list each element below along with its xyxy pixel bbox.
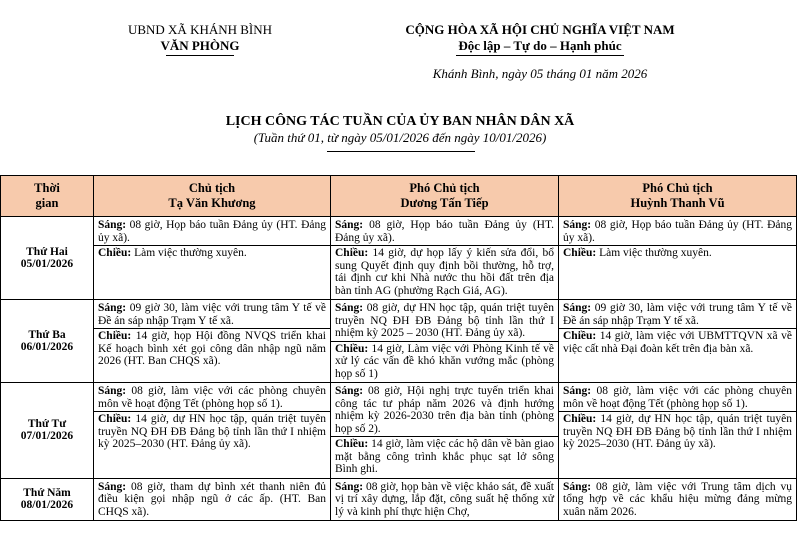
session-text: 14 giờ, dự HN học tập, quán triệt tuyên truyền NQ ĐH ĐB Đảng bộ tỉnh lần thứ I nhiệm kỳ 2025–2030 (HT. Đảng ủy xã). [98,413,326,450]
schedule-cell-c1 [94,217,331,300]
session-divider [559,328,796,329]
session-label: Chiều: [563,330,597,342]
national-motto [370,22,710,56]
vice-chairman-1-column-header: Phó Chủ tịch Dương Tấn Tiếp [331,176,559,217]
session-text: Làm việc thường xuyên. [596,247,712,259]
session-label: Sáng: [98,302,127,314]
schedule-entry [563,247,792,260]
schedule-cell-c3 [559,217,797,300]
session-label: Sáng: [335,219,364,231]
session-text: 14 giờ, làm việc các hộ dân về bàn giao mặt bằng công trình khắc phục sạt lở sông Bình ghi. [335,438,554,475]
session-text: 08 giờ, Họp báo tuần Đảng ủy (HT. Đảng ủy xã). [98,219,326,244]
weekday-label: Thứ Năm [23,486,71,499]
document-subtitle: (Tuần thứ 01, từ ngày 05/01/2026 đến ngày 10/01/2026) [253,130,547,145]
day-date: 07/01/2026 [20,430,74,443]
session-text: 09 giờ 30, làm việc với trung tâm Y tế về Đề án sáp nhập Trạm Y tế xã. [563,302,792,327]
time-column-header: Thời gian [1,176,94,217]
vice-chairman-2-column-header: Phó Chủ tịch Huỳnh Thanh Vũ [559,176,797,217]
session-text: 14 giờ, Làm việc với Phòng Kinh tế về xử lý các vấn đề khó khăn vướng mắc (phòng họp số 1) [335,342,554,380]
schedule-entry [98,481,326,519]
day-cell [1,383,94,479]
motto-underline [456,55,624,56]
motto: Độc lập – Tự do – Hạnh phúc [458,38,622,53]
table-row [1,300,797,383]
session-label: Sáng: [563,219,592,231]
schedule-table [0,175,797,521]
document-title: LỊCH CÔNG TÁC TUẦN CỦA ỦY BAN NHÂN DÂN XÃ [225,114,575,129]
session-divider [331,341,558,342]
session-label: Sáng: [335,385,364,397]
session-text: 09 giờ 30, làm việc với trung tâm Y tế về Đề án sáp nhập Trạm Y tế xã. [98,302,326,327]
schedule-entry [563,481,792,519]
weekday-label: Thứ Hai [26,245,68,258]
schedule-cell-c2 [331,300,559,383]
session-label: Sáng: [563,302,592,314]
schedule-cell-c1 [94,478,331,521]
schedule-entry [335,302,554,340]
day-cell [1,478,94,521]
schedule-cell-c3 [559,383,797,479]
schedule-entry [563,330,792,355]
chairman-column-header: Chủ tịch Tạ Văn Khương [94,176,331,217]
day-date: 06/01/2026 [20,341,74,353]
session-label: Sáng: [563,480,592,493]
table-header-row [1,176,797,217]
session-divider [559,411,796,412]
schedule-entry [98,413,326,451]
schedule-cell-c1 [94,383,331,479]
session-text: Làm việc thường xuyên. [131,247,247,259]
table-row [1,383,797,479]
schedule-entry [563,385,792,410]
session-label: Chiều: [98,413,132,425]
session-text: 08 giờ, Hội nghị trực tuyến triển khai công tác tư pháp năm 2026 và định hướng nhiệm kỳ 2026-2030 trên địa bàn tỉnh (phòng họp số 2). [335,385,554,435]
table-row [1,217,797,300]
schedule-cell-c2 [331,383,559,479]
weekday-label: Thứ Tư [27,417,67,430]
schedule-entry [335,438,554,476]
day-cell [1,217,94,300]
schedule-entry [563,302,792,327]
session-text: 08 giờ, làm việc với các phòng chuyên môn về hoạt động Tết (phòng họp số 1). [563,385,792,410]
office-name: VĂN PHÒNG [160,38,240,53]
session-text: 14 giờ, họp Hội đồng NVQS triển khai Kế hoạch bình xét gọi công dân nhập ngũ năm 2026 (HT. Ban CHQS xã). [98,330,326,367]
schedule-cell-c1 [94,300,331,383]
schedule-entry [98,330,326,368]
agency-name: UBND XÃ KHÁNH BÌNH [127,22,273,37]
session-text: 08 giờ, họp bàn về việc khảo sát, đề xuất vị trí xây dựng, lắp đặt, công suất hệ thống xử lý và kinh phí thực hiện Chợ, [335,480,554,518]
session-label: Sáng: [98,219,127,231]
session-divider [94,245,330,246]
session-divider [331,245,558,246]
subtitle-underline [327,151,475,152]
issuing-agency [95,22,305,56]
schedule-entry [98,302,326,327]
session-text: 08 giờ, Họp báo tuần Đảng ủy (HT. Đảng ủy xã). [335,219,554,244]
schedule-entry [335,343,554,381]
schedule-entry [563,219,792,244]
schedule-entry [98,219,326,244]
session-label: Chiều: [335,342,369,355]
schedule-cell-c3 [559,478,797,521]
schedule-entry [335,385,554,435]
session-divider [94,328,330,329]
schedule-entry [335,481,554,519]
schedule-cell-c3 [559,300,797,383]
nation-name: CỘNG HÒA XÃ HỘI CHỦ NGHĨA VIỆT NAM [405,22,675,37]
table-row [1,478,797,521]
schedule-entry [335,219,554,244]
session-label: Sáng: [98,385,127,397]
day-cell [1,300,94,383]
session-label: Chiều: [98,330,132,342]
session-label: Chiều: [98,247,132,259]
schedule-cell-c2 [331,478,559,521]
session-label: Sáng: [563,385,592,397]
session-divider [94,411,330,412]
schedule-entry [98,385,326,410]
session-text: 08 giờ, làm việc với Trung tâm dịch vụ tổng hợp về các khẩu hiệu mừng đảng mừng xuân năm 2026. [563,480,792,518]
weekday-label: Thứ Ba [28,328,66,341]
session-label: Chiều: [563,247,597,259]
agency-underline [166,55,234,56]
schedule-entry [335,247,554,297]
session-text: 14 giờ, dự họp lấy ý kiến sửa đổi, bổ sung Quyết định quy định bồi thường, hỗ trợ, tái định cư khi Nhà nước thu hồi đất trên địa bàn tỉnh AG (phường Rạch Giá, AG). [335,247,554,297]
session-label: Sáng: [335,302,364,314]
schedule-cell-c2 [331,217,559,300]
session-text: 08 giờ, làm việc với các phòng chuyên môn về hoạt động Tết (phòng họp số 1). [98,385,326,410]
day-date: 08/01/2026 [20,499,74,512]
session-divider [331,436,558,437]
session-label: Chiều: [335,438,369,450]
document-date: Khánh Bình, ngày 05 tháng 01 năm 2026 [432,66,648,81]
session-text: 08 giờ, Họp báo tuần Đảng ủy (HT. Đảng ủy xã). [563,219,792,244]
session-label: Chiều: [563,413,597,425]
session-divider [559,245,796,246]
schedule-entry [98,247,326,260]
session-text: 08 giờ, tham dự bình xét thanh niên đủ điều kiện gọi nhập ngũ ở các ấp. (HT. Ban CHQS xã). [98,480,326,518]
session-text: 08 giờ, dự HN học tập, quán triệt tuyên truyền NQ ĐH ĐB Đảng bộ tỉnh lần thứ I nhiệm kỳ 2025 – 2030 (HT. Đảng ủy xã). [335,302,554,339]
session-label: Sáng: [335,480,364,493]
session-label: Sáng: [98,480,127,493]
session-label: Chiều: [335,247,369,259]
day-date: 05/01/2026 [20,258,74,270]
session-text: 14 giờ, làm việc với UBMTTQVN xã về việc cất nhà Đại đoàn kết trên địa bàn xã. [563,330,792,355]
schedule-entry [563,413,792,451]
session-text: 14 giờ, dự HN học tập, quán triệt tuyên truyền NQ ĐH ĐB Đảng bộ tỉnh lần thứ I nhiệm kỳ 2025–2030 (HT. Đảng ủy xã). [563,413,792,450]
